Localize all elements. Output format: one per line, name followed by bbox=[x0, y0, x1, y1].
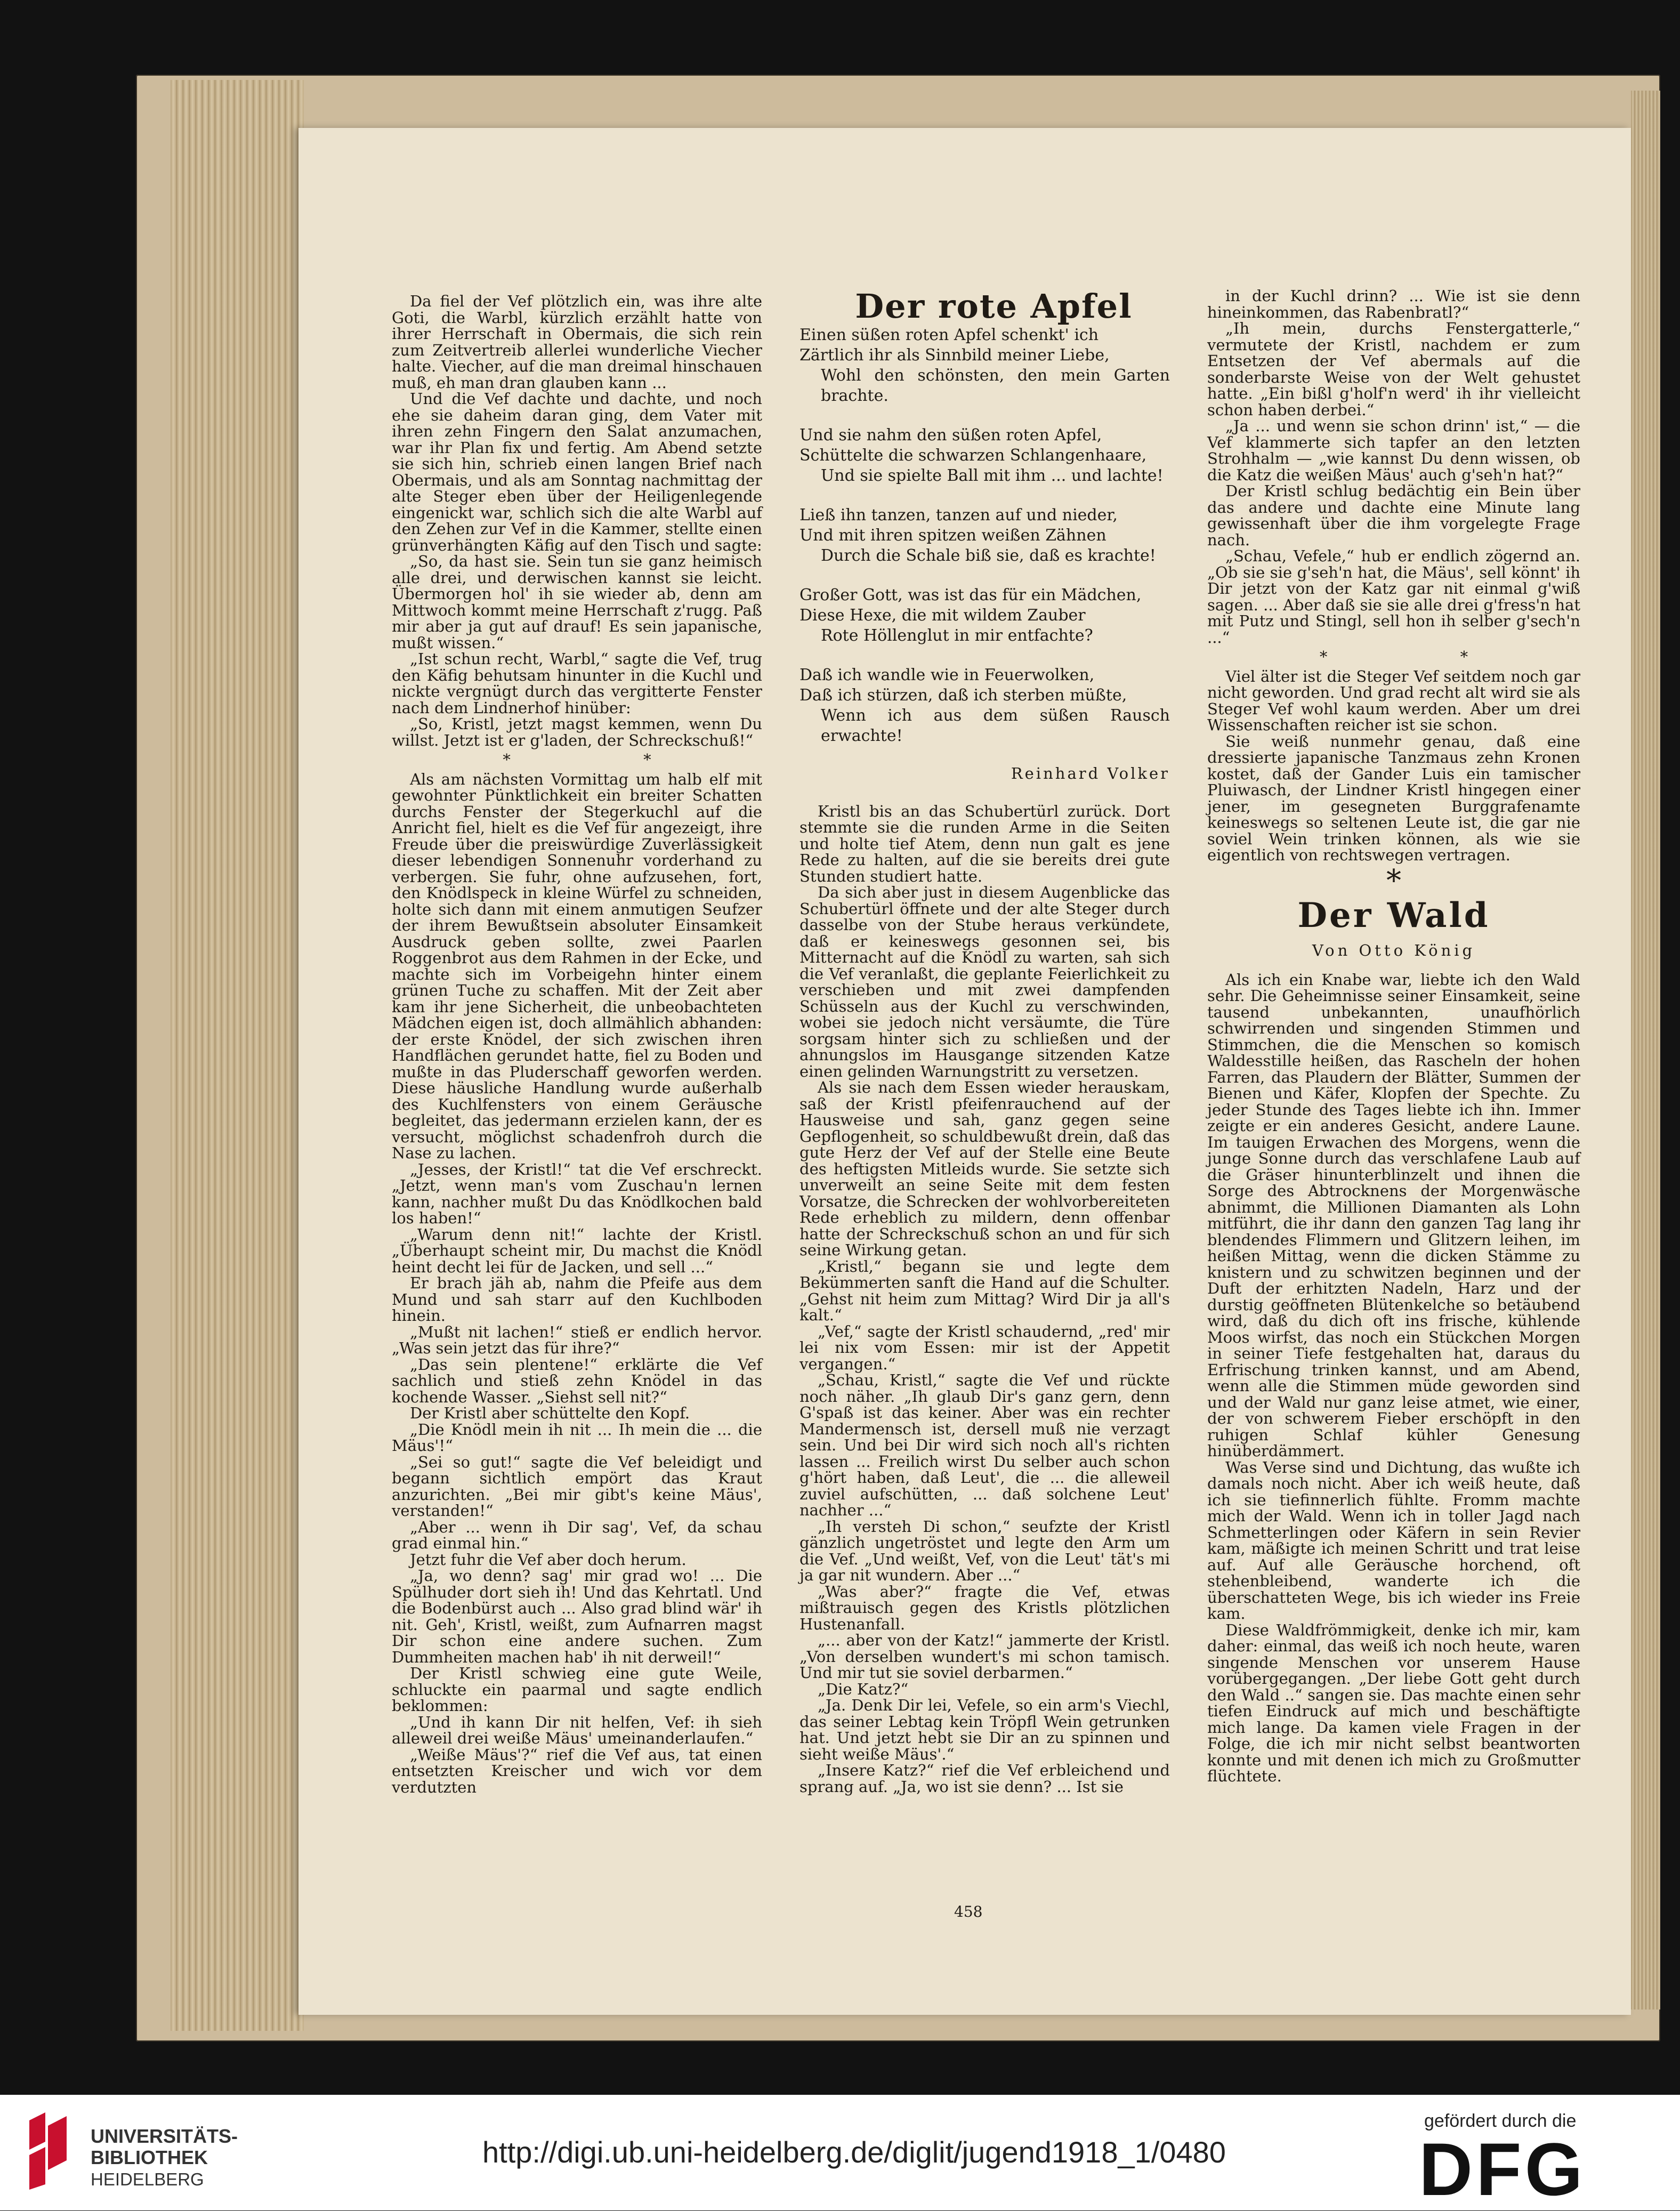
right-column-part1 bbox=[1207, 288, 1580, 645]
poem-line: Daß ich stürzen, daß ich sterben müßte, bbox=[799, 686, 1127, 705]
right-paragraph: Der Kristl schlug bedächtig ein Bein über das andere und dachte eine Minute lang gewissenhaft über die ihm vorgelegte Frage nach. bbox=[1207, 482, 1580, 549]
right-column bbox=[1207, 288, 1580, 1914]
middle-paragraph: Kristl bis an das Schubertürl zurück. Dort stemmte sie die runden Arme in die Seiten und holte tief Atem, denn nun galt es jene Rede zu halten, auf die sie bereits drei gute Stunden studiert hatte. bbox=[799, 802, 1170, 885]
left-paragraph: Der Kristl schwieg eine gute Weile, schluckte ein paarmal und sagte endlich beklommen: bbox=[392, 1664, 762, 1715]
poem-stanzas bbox=[799, 325, 1170, 746]
university-logo-icon bbox=[24, 2110, 72, 2190]
poem-line: Wenn ich aus dem süßen Rausch erwachte! bbox=[821, 706, 1170, 745]
middle-column-text bbox=[799, 803, 1170, 1795]
story-divider-star: * bbox=[1386, 863, 1401, 898]
poem-line: Daß ich wandle wie in Feuerwolken, bbox=[799, 666, 1095, 684]
middle-paragraph: „Vef,“ sagte der Kristl schaudernd, „red' mir lei nix vom Essen: mir ist der Appetit vergangen.“ bbox=[799, 1322, 1170, 1373]
poem-line: Und mit ihren spitzen weißen Zähnen bbox=[799, 526, 1106, 545]
story-author: Von Otto König bbox=[1312, 941, 1476, 959]
left-paragraph: „Aber ... wenn ih Dir sag', Vef, da schau grad einmal hin.“ bbox=[392, 1518, 762, 1552]
right-paragraph: in der Kuchl drinn? ... Wie ist sie denn hineinkommen, das Rabenbratl?“ bbox=[1207, 287, 1580, 321]
left-paragraph: „Ja, wo denn? sag' mir grad wo! ... Die Spülhuder dort sieh ih! Und das Kehrtatl. Und die Bodenbürst auch ... Also grad blind wär' ih nit. Geh', Kristl, weißt, zum Aufnarren magst Dir schon eine andere suchen. Zum Dummheiten machen hab' ih nit derweil!“ bbox=[392, 1567, 762, 1666]
left-paragraph: Der Kristl aber schüttelte den Kopf. bbox=[410, 1404, 690, 1422]
right-column-part3 bbox=[1207, 972, 1580, 1785]
institution-line-2: BIBLIOTHEK bbox=[91, 2147, 208, 2168]
left-paragraph: „Mußt nit lachen!“ stieß er endlich hervor. „Was sein jetzt das für ihre?“ bbox=[392, 1322, 762, 1357]
left-paragraph: „Sei so gut!“ sagte die Vef beleidigt und begann sichtlich empört das Kraut anzurichten. „Bei mir gibt's keine Mäus', verstanden!“ bbox=[392, 1453, 762, 1520]
left-paragraph: „Jesses, der Kristl!“ tat die Vef erschreckt. „Jetzt, wenn man's vom Zuschau'n lernen kann, nachher mußt Du das Knödlkochen bald los haben!“ bbox=[392, 1160, 762, 1227]
section-divider: * * bbox=[1319, 648, 1532, 666]
middle-paragraph: „Was aber?“ fragte die Vef, etwas mißtrauisch gegen des Kristls plötzlichen Hustenanfall. bbox=[799, 1582, 1170, 1633]
left-column bbox=[392, 293, 762, 1919]
poem-line: Großer Gott, was ist das für ein Mädchen, bbox=[799, 586, 1142, 604]
left-paragraph: Er brach jäh ab, nahm die Pfeife aus dem Mund und sah starr auf den Kuchlboden hinein. bbox=[392, 1274, 762, 1325]
page-edges-right bbox=[1631, 91, 1660, 2010]
middle-paragraph: Als sie nach dem Essen wieder herauskam, saß der Kristl pfeifenrauchend auf der Hausweise und sah, ganz gegen seine Gepflogenheit, so schuldbewußt drein, daß das gute Herz der Vef auf der Stelle eine Beute des heftigsten Mitleids wurde. Sie setzte sich unverweilt an seine Seite mit dem festen Vorsatze, die Schrecken der wohlvorbereiteten Rede erheblich zu mildern, denn offenbar hatte der Schreckschuß schon an und für sich seine Wirkung getan. bbox=[799, 1078, 1170, 1259]
left-paragraph: „Weiße Mäus'?“ rief die Vef aus, tat einen entsetzten Kreischer und wich vor dem verdutzten bbox=[392, 1745, 762, 1796]
left-paragraph: Jetzt fuhr die Vef aber doch herum. bbox=[410, 1550, 686, 1569]
left-paragraph: Und die Vef dachte und dachte, und noch ehe sie daheim daran ging, dem Vater mit ihren zehn Fingern den Salat anzumachen, war ihr Plan fix und fertig. Am Abend setzte sie sich hin, schrieb einen langen Brief nach Obermais, und als am Sonntag nachmittag der alte Steger eben über der Heiligenlegende eingenickt war, schlich sich die alte Warbl auf den Zehen zur Vef in die Kammer, stellte einen grünverhängten Käfig auf den Tisch und sagte: bbox=[392, 390, 762, 554]
right-paragraph: Viel älter ist die Steger Vef seitdem noch gar nicht geworden. Und grad recht alt wird sie als Steger Vef wohl kaum werden. Aber um drei Wissenschaften reicher ist sie schon. bbox=[1207, 667, 1580, 734]
left-paragraph: „Ist schun recht, Warbl,“ sagte die Vef, trug den Käfig behutsam hinunter in die Kuchl und nickte vergnügt durch das vergitterte Fenster nach dem Lindnerhof hinüber: bbox=[392, 650, 762, 717]
page-edges-left bbox=[171, 80, 304, 2031]
poem-line: Einen süßen roten Apfel schenkt' ich bbox=[799, 326, 1099, 344]
institution-line-3: HEIDELBERG bbox=[91, 2169, 204, 2189]
middle-paragraph: Da sich aber just in diesem Augenblicke das Schubertürl öffnete und der alte Steger durch dasselbe von der Stube heraus verkündete, daß er keineswegs gesonnen sei, bis Mitternacht auf die Knödl zu warten, sah sich die Vef veranlaßt, die geplante Feierlichkeit zu verschieben und mit zwei dampfenden Schüsseln aus der Kuchl zu verschwinden, wobei sie jedoch nicht versäumte, die Türe sorgsam hinter sich zu schließen und der ahnungslos im Hausgange sitzenden Katze einen gelinden Warnungstritt zu versetzen. bbox=[799, 883, 1170, 1080]
poem-stanza bbox=[799, 505, 1170, 566]
viewer-footer bbox=[0, 2095, 1680, 2210]
right-column-part2 bbox=[1207, 668, 1580, 864]
left-paragraph: Als am nächsten Vormittag um halb elf mit gewohnter Pünktlichkeit ein breiter Schatten durchs Fenster der Stegerkuchl auf die Anricht fiel, hielt es die Vef für angezeigt, ihre Freude über die preiswürdige Zuverlässigkeit dieser lebendigen Sonnenuhr vorderhand zu verbergen. Sie fuhr, ohne aufzusehen, fort, den Knödlspeck in kleine Würfel zu schneiden, holte sich dann mit einem anmutigen Seufzer der ihrem Bewußtsein absoluter Einsamkeit Ausdruck geben sollte, zwei Paarlen Roggenbrot aus dem Rahmen in der Ecke, und machte sich im Vorbeigehn hinter einem grünen Tuche zu schaffen. Mit der Zeit aber kam ihr jene Sicherheit, die unbeobachteten Mädchen eigen ist, doch allmählich abhanden: der erste Knödel, der sich zwischen ihren Handflächen gerundet hatte, fiel zu Boden und mußte in das Pluderschaff geworfen werden. Diese häusliche Handlung wurde außerhalb des Kuchlfensters von einem Geräusche begleitet, das jedermann erzielen kann, der es versucht, möglichst schadenfroh durch die Nase zu lachen. bbox=[392, 770, 762, 1162]
page-number: 458 bbox=[954, 1903, 983, 1920]
story-paragraph: Als ich ein Knabe war, liebte ich den Wald sehr. Die Geheimnisse seiner Einsamkeit, seine tausend unbekannten, unaufhörlich schwirrenden und singenden Stimmen und Stimmchen, die die Menschen so komisch Waldesstille heißen, das Rascheln der hohen Farren, das Plaudern der Blätter, Summen der Bienen und Käfer, Klopfen der Spechte. Zu jeder Stunde des Tages liebte ich ihn. Immer zeigte er ein anderes Gesicht, andere Laune. Im tauigen Erwachen des Morgens, wenn die junge Sonne durch das verschlafene Laub auf die Gräser hinunterblinzelt und ihnen die Sorge des Abtrocknens der Morgenwäsche abnimmt, die Millionen Diamanten als Lohn mitführt, die ihr dann den ganzen Tag lang ihr blendendes Flimmern und Glitzern leihen, im heißen Mittag, wenn die dicken Stämme zu knistern und zu schwitzen beginnen und der Duft der erhitzten Nadeln, Harz und der durstig geöffneten Blütenkelche so betäubend wird, daß du dich oft ins frische, kühlende Moos wirfst, das noch ein Stückchen Morgen in seiner Tiefe festgehalten hat, daraus du Erfrischung trinken kannst, und am Abend, wenn alle die Stimmen müde geworden sind und der Wald nur ganz leise atmet, wie einer, der von schwerem Fieber erschöpft in den ruhigen Schlaf kühler Genesung hinüberdämmert. bbox=[1207, 970, 1580, 1460]
middle-paragraph: „Schau, Kristl,“ sagte die Vef und rückte noch näher. „Ih glaub Dir's ganz gern, denn G'spaß ist das keiner. Aber was ein rechter Mandermensch ist, dersell muß nie verzagt sein. Und bei Dir wird sich noch all's richten lassen ... Freilich wirst Du selber auch schon g'hört haben, daß Leut', die ... die alleweil zuviel aufschütten, ... daß solchene Leut' nachher ...“ bbox=[799, 1371, 1170, 1519]
poem bbox=[799, 288, 1170, 782]
institution-line-1: UNIVERSITÄTS- bbox=[91, 2125, 238, 2147]
left-paragraph: „Die Knödl mein ih nit ... Ih mein die ... die Mäus'!“ bbox=[392, 1420, 762, 1455]
right-paragraph: „Ih mein, durchs Fenstergatterle,“ vermutete der Kristl, nachdem er zum Entsetzen der Vef abermals auf die sonderbarste Weise von der Welt gehustet hatte. „Ein bißl g'holf'n werd' ih ihr vielleicht schon haben derbei.“ bbox=[1207, 319, 1580, 419]
poem-line: Und sie nahm den süßen roten Apfel, bbox=[799, 426, 1102, 445]
poem-line: Und sie spielte Ball mit ihm ... und lachte! bbox=[821, 466, 1164, 485]
middle-paragraph: „Insere Katz?“ rief die Vef erbleichend und sprang auf. „Ja, wo ist sie denn? ... Ist sie bbox=[799, 1761, 1170, 1796]
middle-paragraph: „Die Katz?“ bbox=[818, 1680, 909, 1698]
permalink-url[interactable]: http://digi.ub.uni-heidelberg.de/diglit/jugend1918_1/0480 bbox=[482, 2135, 1226, 2169]
left-paragraph: „So, da hast sie. Sein tun sie ganz heimisch alle drei, und derwischen kannst sie leicht. Übermorgen hol' ih sie wieder ab, denn am Mittwoch kommt meine Herrschaft z'rugg. Paß mir aber ja gut auf drauf! Es sein japanische, mußt wissen.“ bbox=[392, 552, 762, 652]
poem-line: Zärtlich ihr als Sinnbild meiner Liebe, bbox=[799, 346, 1110, 365]
left-paragraph: „Warum denn nit!“ lachte der Kristl. „Überhaupt scheint mir, Du machst die Knödl heint decht lei für de Jacken, und sell ...“ bbox=[392, 1225, 762, 1276]
book-page bbox=[298, 128, 1631, 2015]
right-paragraph: Sie weiß nunmehr genau, daß eine dressierte japanische Tanzmaus zehn Kronen kostet, daß der Gander Luis ein tamischer Pluiwasch, der Lindner Kristl hingegen einer jener, im gesegneten Burggrafenamte keineswegs so seltenen Leute ist, die gar nie soviel Wein trinken können, als wie sie eigentlich von rechtswegen vertragen. bbox=[1207, 732, 1580, 864]
funded-by-label: gefördert durch die bbox=[1424, 2111, 1577, 2131]
poem-line: Wohl den schönsten, den mein Garten brachte. bbox=[821, 366, 1170, 405]
middle-paragraph: „Ja. Denk Dir lei, Vefele, so ein arm's Viechl, das seiner Lebtag kein Tröpfl Wein getrunken hat. Und jetzt hebt sie Dir an zu spinnen und sieht weiße Mäus'.“ bbox=[799, 1696, 1170, 1763]
section-divider: * * bbox=[503, 751, 715, 769]
dfg-logo: DFG bbox=[1419, 2127, 1586, 2211]
poem-line: Diese Hexe, die mit wildem Zauber bbox=[799, 606, 1086, 625]
left-paragraph: Da fiel der Vef plötzlich ein, was ihre alte Goti, die Warbl, kürzlich erzählt hatte von ihrer Herrschaft in Obermais, die sich rein zum Zeitvertreib allerlei wunderliche Viecher halte. Viecher, auf die man dreimal hinschauen muß, eh man dran glauben kann ... bbox=[392, 292, 762, 392]
middle-column bbox=[799, 288, 1170, 1914]
poem-line: Rote Höllenglut in mir entfachte? bbox=[821, 626, 1093, 645]
poem-title: Der rote Apfel bbox=[855, 287, 1133, 326]
right-paragraph: „Schau, Vefele,“ hub er endlich zögernd an. „Ob sie sie g'seh'n hat, die Mäus', sell könnt' ih Dir jetzt von der Katz gar nit einmal g'wiß sagen. ... Aber daß sie sie alle drei g'fress'n hat mit Putz und Stingl, sell hon ih selber g'sech'n ...“ bbox=[1207, 547, 1580, 647]
poem-stanza bbox=[799, 665, 1170, 746]
story-paragraph: Diese Waldfrömmigkeit, denke ich mir, kam daher: einmal, das weiß ich noch heute, waren singende Menschen vor unserem Hause vorübergegangen. „Der liebe Gott geht durch den Wald ..“ sangen sie. Das machte einen sehr tiefen Eindruck auf mich und beschäftigte mich lange. Da kamen viele Fragen in der Folge, die ich mir nicht selbst beantworten konnte und mit denen ich mich zu Großmutter flüchtete. bbox=[1207, 1620, 1580, 1785]
left-paragraph: „Das sein plentene!“ erklärte die Vef sachlich und stieß zehn Knödel in das kochende Wasser. „Siehst sell nit?“ bbox=[392, 1355, 762, 1406]
poem-stanza bbox=[799, 425, 1170, 486]
middle-paragraph: „Ih versteh Di schon,“ seufzte der Kristl gänzlich ungetröstet und legte den Arm um die Vef. „Und weißt, Vef, von die Leut' tät's mi ja gar nit wundern. Aber ...“ bbox=[799, 1517, 1170, 1584]
left-column-part2 bbox=[392, 771, 762, 1796]
middle-paragraph: „Kristl,“ begann sie und legte dem Bekümmerten sanft die Hand auf die Schulter. „Gehst nit heim zum Mittag? Wird Dir ja all's kalt.“ bbox=[799, 1257, 1170, 1324]
left-column-part1 bbox=[392, 293, 762, 748]
institution-name bbox=[91, 2126, 238, 2168]
poem-stanza bbox=[799, 585, 1170, 646]
poem-line: Schüttelte die schwarzen Schlangenhaare, bbox=[799, 446, 1147, 465]
story-title: Der Wald bbox=[1297, 895, 1490, 935]
right-paragraph: „Ja ... und wenn sie schon drinn' ist,“ — die Vef klammerte sich tapfer an den letzten Strohhalm — „wie kannst Du denn wissen, ob die Katz die weißen Mäus' auch g'seh'n hat?“ bbox=[1207, 417, 1580, 484]
poem-line: Ließ ihn tanzen, tanzen auf und nieder, bbox=[799, 506, 1118, 524]
poem-line: Durch die Schale biß sie, daß es krachte! bbox=[821, 546, 1156, 565]
left-paragraph: „So, Kristl, jetzt magst kemmen, wenn Du willst. Jetzt ist er g'laden, der Schreckschuß!“ bbox=[392, 715, 762, 749]
story-paragraph: Was Verse sind und Dichtung, das wußte ich damals noch nicht. Aber ich weiß heute, daß ich sie tiefinnerlich fühlte. Fromm machte mich der Wald. Wenn ich in toller Jagd nach Schmetterlingen oder Käfern in sein Revier kam, mäßigte ich meinen Schritt und trat leise auf. Auf alle Geräusche horchend, oft stehenbleibend, wanderte ich die überschatteten Wege, bis ich wieder ins Freie kam. bbox=[1207, 1458, 1580, 1623]
poem-author: Reinhard Volker bbox=[1011, 764, 1170, 782]
poem-stanza bbox=[799, 325, 1170, 406]
middle-paragraph: „... aber von der Katz!“ jammerte der Kristl. „Von derselben wundert's mi schon tamisch. Und mir tut sie soviel derbarmen.“ bbox=[799, 1631, 1170, 1682]
left-paragraph: „Und ih kann Dir nit helfen, Vef: ih sieh alleweil drei weiße Mäus' umeinanderlaufen.“ bbox=[392, 1713, 762, 1747]
